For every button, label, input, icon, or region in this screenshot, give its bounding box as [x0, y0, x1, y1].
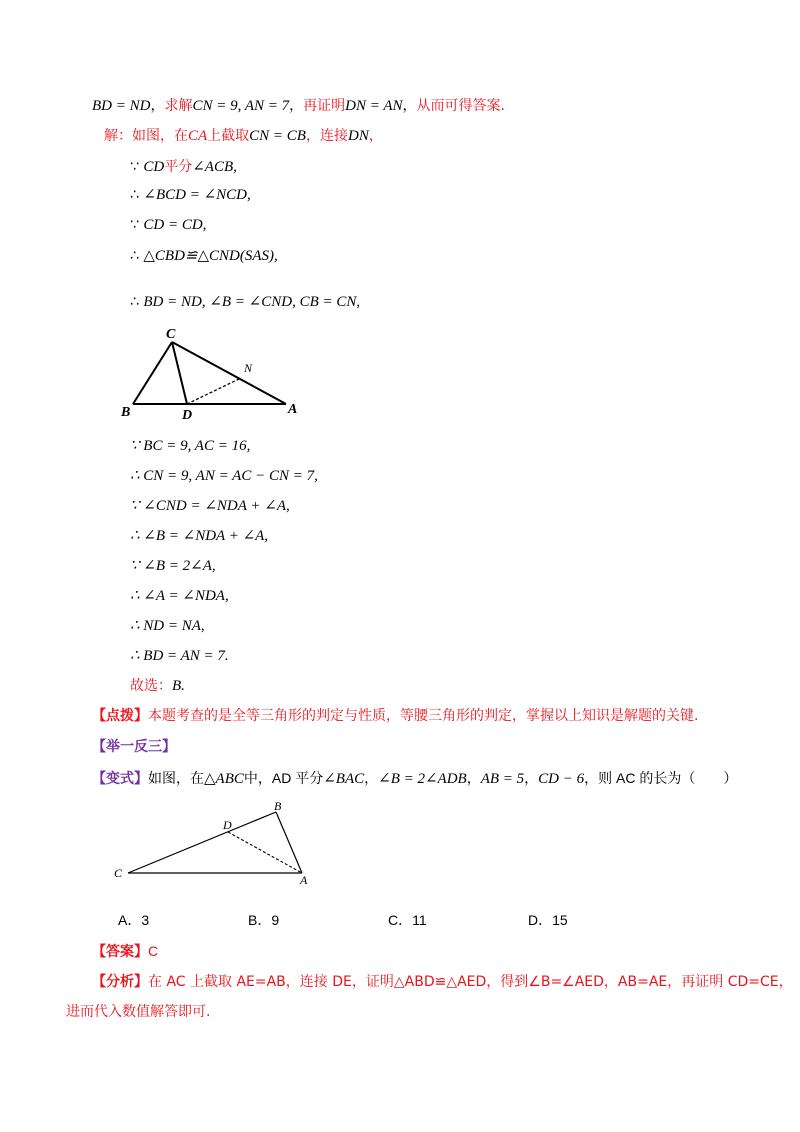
segment-dn-dashed: [187, 379, 239, 404]
segment-bc: [133, 342, 172, 404]
option-b[interactable]: B．9: [248, 912, 280, 928]
solution-step: ∵ CD = CD,: [130, 217, 207, 233]
solution-step: ∴ ∠BCD = ∠NCD,: [130, 187, 251, 203]
intro-solve-label: 求解: [164, 98, 193, 114]
segment-ba: [276, 812, 302, 873]
intro-expr-cn-an: CN = 9, AN = 7: [192, 98, 290, 114]
intro-tail: 从而可得答案.: [416, 98, 505, 114]
label-d: D: [182, 408, 193, 422]
solution-step: ∴ ∠A = ∠NDA,: [130, 588, 229, 604]
segment-ca: [172, 342, 286, 404]
segment-da-dashed: [228, 832, 302, 873]
intro-expr-dn-an: DN = AN: [345, 98, 403, 114]
analysis-line: [92, 972, 793, 992]
tip-text: 本题考查的是全等三角形的判定与性质，等腰三角形的判定，掌握以上知识是解题的关键.: [148, 708, 699, 724]
solution-step: ∴ BD = AN = 7.: [130, 648, 229, 664]
option-a[interactable]: A．3: [118, 912, 150, 928]
analysis-text: 在 AC 上截取 AE=AB，连接 DE，证明△ABD≌△AED，得到∠B=∠AED，AB=AE，再证明 CD=CE，: [148, 974, 793, 990]
label-b: B: [121, 405, 131, 420]
variant-question: 【变式】如图，在△ABC中，AD 平分∠BAC，∠B = 2∠ADB，AB = 5，CD − 6，则 AC 的长为（ ）: [92, 770, 738, 787]
solution-step: ∴ BD = ND, ∠B = ∠CND, CB = CN,: [130, 294, 361, 310]
solution-step: ∵ CD平分∠ACB,: [130, 159, 237, 175]
choose-line: 故选：B.: [130, 678, 185, 694]
answer-value: C: [148, 943, 159, 959]
solution-step: ∵ ∠CND = ∠NDA + ∠A,: [130, 498, 290, 514]
label-a: A: [288, 402, 298, 417]
solution-step: ∵ ∠B = 2∠A,: [130, 558, 216, 574]
answer-line: [92, 941, 158, 962]
triangle-figure-cbda: [118, 322, 318, 422]
segment-cd: [172, 342, 187, 404]
solution-step: ∴ ND = NA,: [130, 618, 205, 634]
option-d[interactable]: D．15: [528, 912, 568, 928]
variant-label: 【变式】: [92, 771, 148, 787]
label-c: C: [166, 327, 176, 342]
triangle-figure-cabd: [110, 798, 320, 888]
section-title: 【举一反三】: [92, 739, 176, 755]
label-d: D: [223, 818, 232, 832]
intro-expr-bd-nd: BD = ND: [92, 98, 151, 114]
label-b: B: [274, 799, 282, 813]
label-n: N: [244, 361, 253, 375]
solution-step: ∴ ∠B = ∠NDA + ∠A,: [130, 528, 269, 544]
intro-prove-label: 再证明: [303, 98, 346, 114]
intro-line: BD = ND，求解CN = 9, AN = 7，再证明DN = AN，从而可得答案.: [92, 98, 505, 114]
option-c[interactable]: C．11: [388, 912, 427, 928]
solution-header: 解：如图，在CA上截取CN = CB，连接DN，: [104, 128, 383, 144]
solution-step: ∴ △CBD≌△CND(SAS),: [130, 248, 278, 264]
segment-cb: [128, 812, 276, 873]
solution-step: ∴ CN = 9, AN = AC − CN = 7,: [130, 468, 318, 484]
solution-step: ∵ BC = 9, AC = 16,: [130, 438, 251, 454]
tip-line: [92, 706, 698, 726]
tip-label: 【点拨】: [92, 708, 148, 724]
analysis-line-2: 进而代入数值解答即可.: [66, 1004, 211, 1020]
label-a: A: [300, 873, 308, 887]
answer-label: 【答案】: [92, 944, 148, 960]
analysis-label: 【分析】: [92, 974, 148, 990]
label-c: C: [114, 866, 123, 880]
